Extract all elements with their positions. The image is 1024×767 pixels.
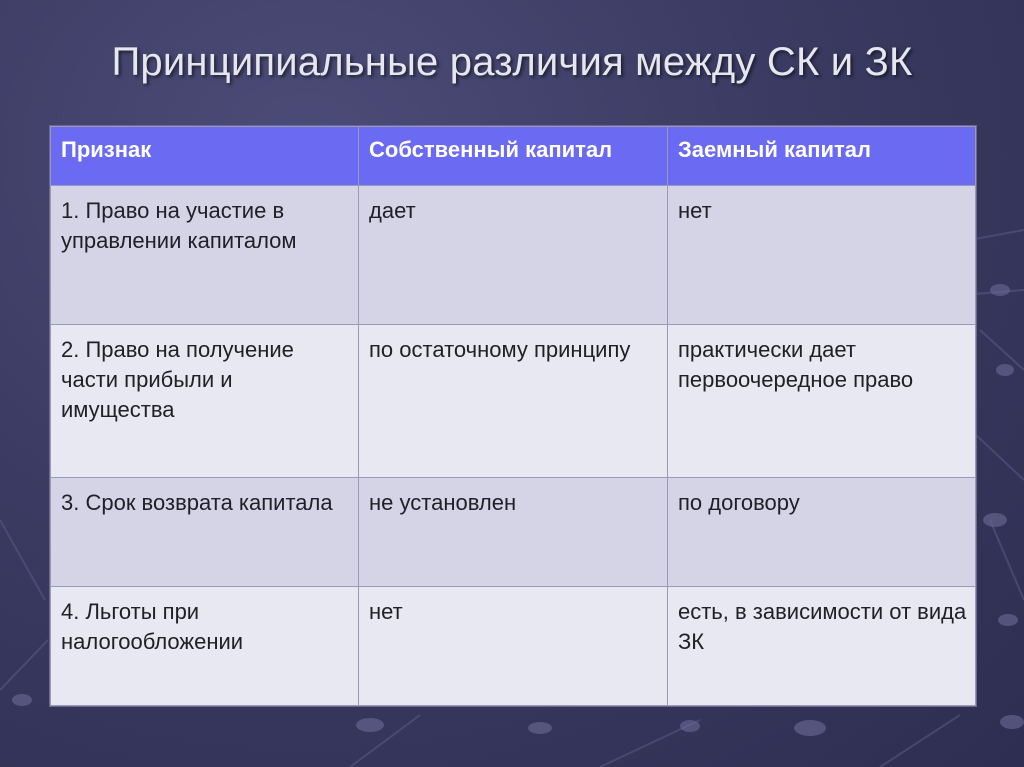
table-cell: 4. Льготы при налогообложении	[51, 587, 359, 706]
table-cell: по остаточному принципу	[359, 325, 668, 478]
table-row	[51, 186, 976, 325]
table-row	[51, 325, 976, 478]
table-cell: 3. Срок возврата капитала	[51, 478, 359, 587]
header-cell-feature: Признак	[51, 127, 359, 186]
table-cell: дает	[359, 186, 668, 325]
comparison-table	[50, 126, 976, 706]
header-cell-own-capital: Собственный капитал	[359, 127, 668, 186]
table-row	[51, 478, 976, 587]
table-header-row	[51, 127, 976, 186]
table-cell: не установлен	[359, 478, 668, 587]
table-cell: практически дает первоочередное право	[668, 325, 976, 478]
table-cell: есть, в зависимости от вида ЗК	[668, 587, 976, 706]
table-cell: нет	[668, 186, 976, 325]
slide-title: Принципиальные различия между СК и ЗК	[111, 40, 913, 84]
table-cell: 2. Право на получение части прибыли и имущества	[51, 325, 359, 478]
table-row	[51, 587, 976, 706]
table-cell: нет	[359, 587, 668, 706]
table-cell: по договору	[668, 478, 976, 587]
table-cell: 1. Право на участие в управлении капиталом	[51, 186, 359, 325]
header-cell-borrowed-capital: Заемный капитал	[668, 127, 976, 186]
